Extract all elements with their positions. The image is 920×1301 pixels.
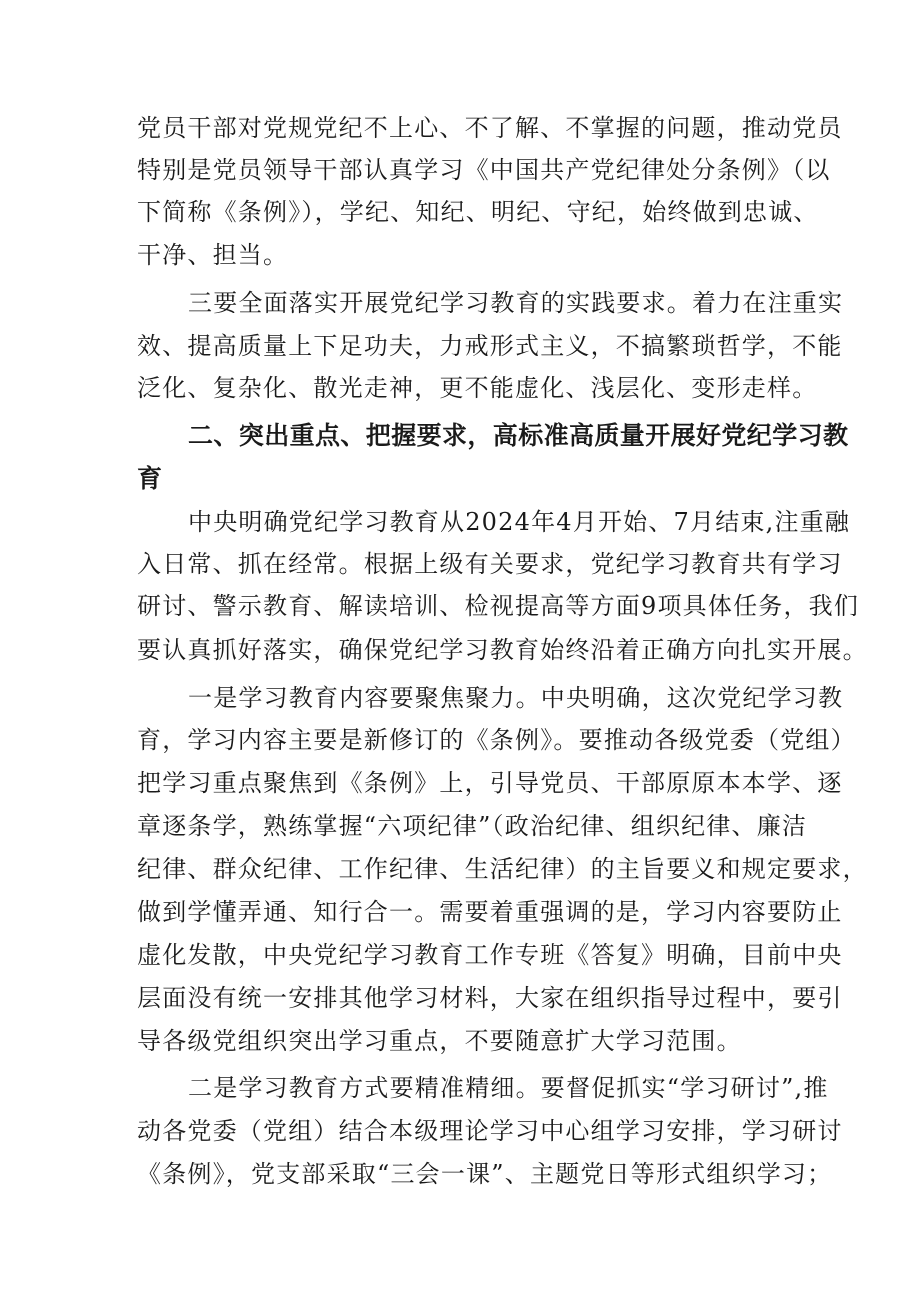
body-line: 《条例》，党支部采取“三会一课”、主题党日等形式组织学习；: [137, 1160, 833, 1188]
body-line: 做到学懂弄通、知行合一。需要着重强调的是，学习内容要防止: [137, 898, 843, 926]
body-line: 要认真抓好落实，确保党纪学习教育始终沿着正确方向扎实开展。: [137, 636, 868, 664]
body-line: 特别是党员领导干部认真学习《中国共产党纪律处分条例》（以: [137, 156, 831, 184]
body-line: 把学习重点聚焦到《条例》上，引导党员、干部原原本本学、逐: [137, 769, 843, 797]
body-line: 一是学习教育内容要聚焦聚力。中央明确，这次党纪学习教: [188, 684, 844, 712]
body-line: 干净、担当。: [137, 241, 289, 269]
body-line: 三要全面落实开展党纪学习教育的实践要求。着力在注重实: [188, 289, 844, 317]
body-line: 导各级党组织突出学习重点，不要随意扩大学习范围。: [137, 1027, 742, 1055]
body-line: 党员干部对党规党纪不上心、不了解、不掌握的问题，推动党员: [137, 114, 843, 142]
body-line: 育，学习内容主要是新修订的《条例》。要推动各级党委（党组）: [137, 726, 856, 754]
body-line: 二是学习教育方式要精准精细。要督促抓实“学习研讨”,推: [188, 1074, 829, 1102]
body-line: 纪律、群众纪律、工作纪律、生活纪律）的主旨要义和规定要求，: [137, 855, 868, 883]
body-line: 层面没有统一安排其他学习材料，大家在组织指导过程中，要引: [137, 984, 843, 1012]
body-line: 虚化发散，中央党纪学习教育工作专班《答复》明确，目前中央: [137, 941, 843, 969]
body-line: 泛化、复杂化、散光走神，更不能虚化、浅层化、变形走样。: [137, 374, 818, 402]
body-line: 下简称《条例》），学纪、知纪、明纪、守纪，始终做到忠诚、: [137, 198, 819, 226]
section-heading: 二、突出重点、把握要求，高标准高质量开展好党纪学习教: [188, 421, 849, 450]
body-line: 效、提高质量上下足功夫，力戒形式主义，不搞繁琐哲学，不能: [137, 332, 843, 360]
body-line: 章逐条学，熟练掌握“六项纪律”（政治纪律、组织纪律、廉洁: [137, 812, 808, 840]
body-line: 中央明确党纪学习教育从2024年4月开始、7月结束,注重融: [188, 508, 851, 536]
body-line: 入日常、抓在经常。根据上级有关要求，党纪学习教育共有学习: [137, 550, 843, 578]
section-heading-continuation: 育: [137, 464, 163, 493]
body-line: 动各党委（党组）结合本级理论学习中心组学习安排，学习研讨: [137, 1117, 843, 1145]
body-line: 研讨、警示教育、解读培训、检视提高等方面9项具体任务，我们: [137, 592, 860, 620]
